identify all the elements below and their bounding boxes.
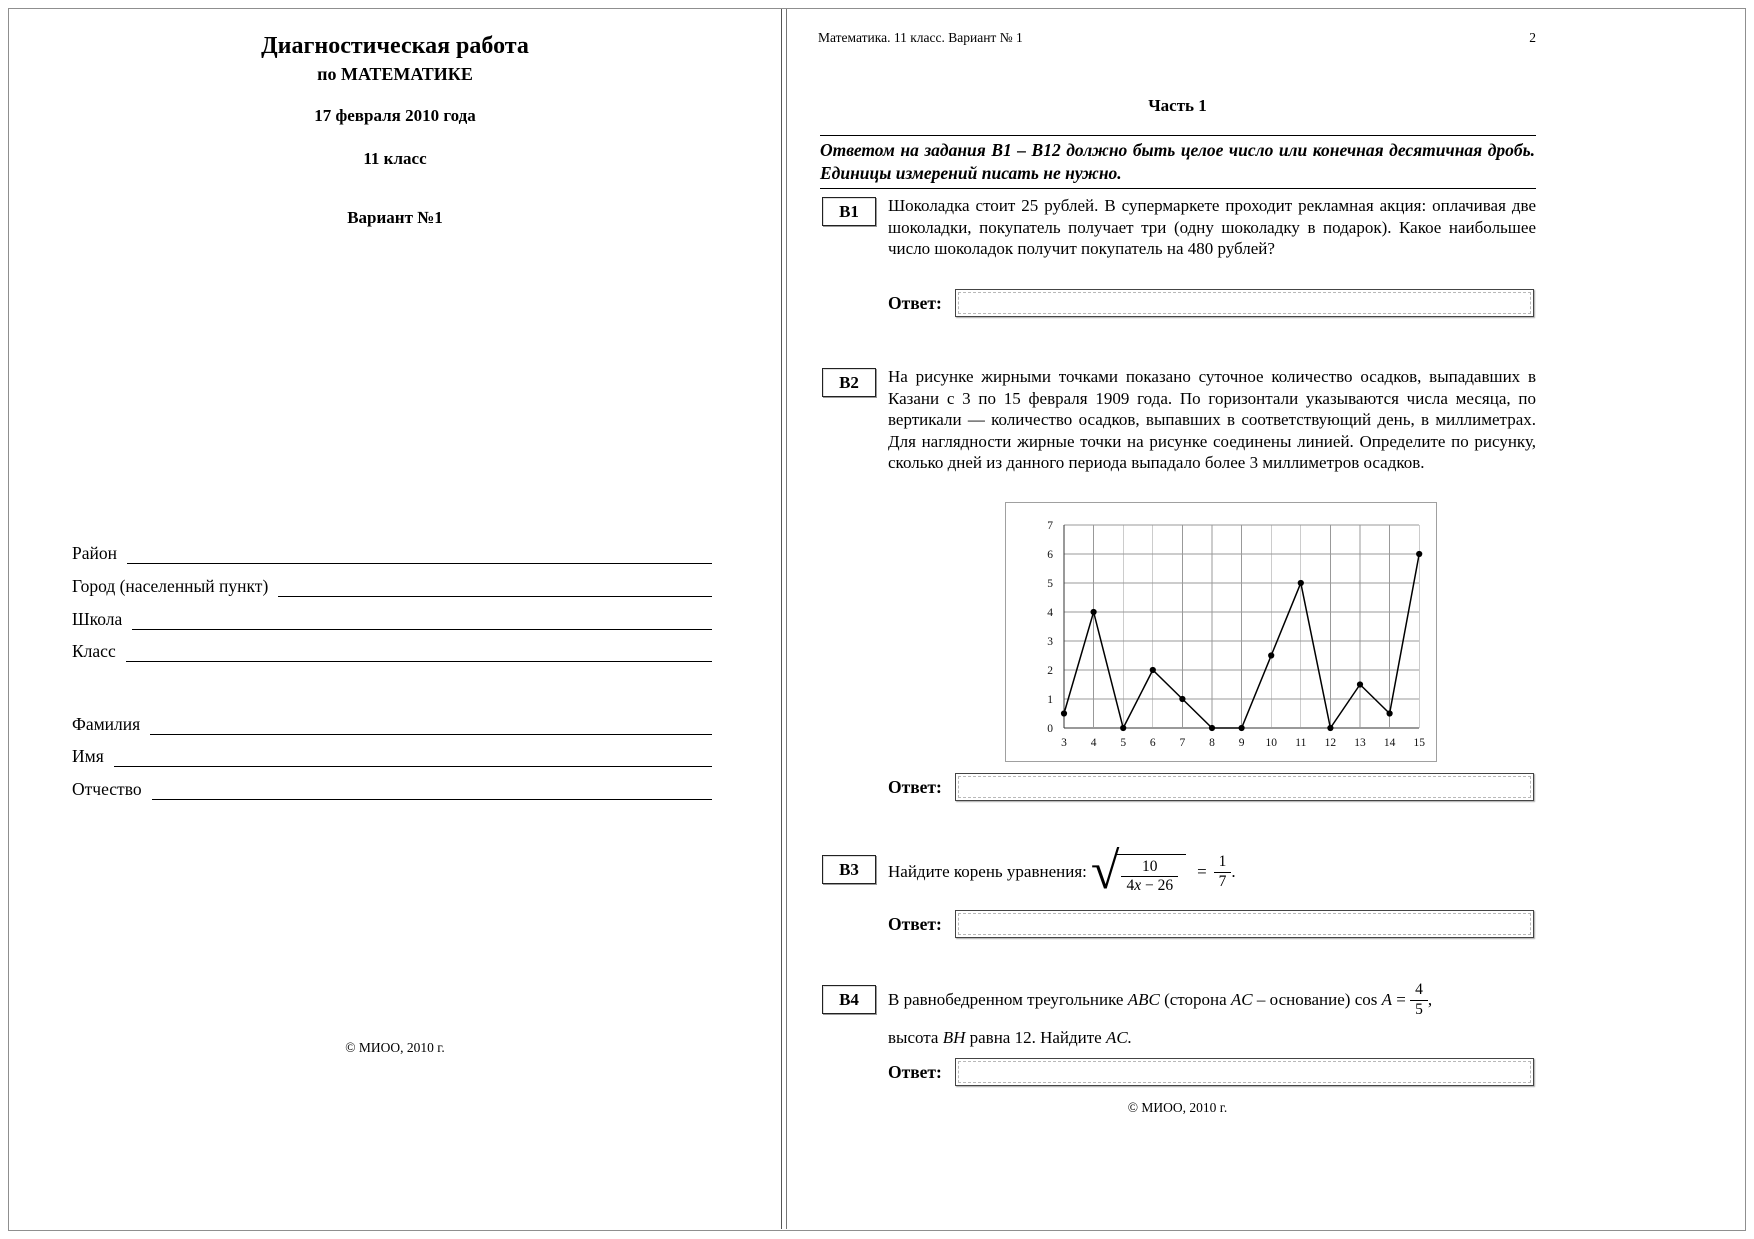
b2-precipitation-chart [1005, 502, 1437, 762]
svg-text:8: 8 [1209, 737, 1215, 749]
triangle-name: ABC [1127, 990, 1160, 1009]
problem-b3-equation [888, 842, 1236, 902]
answer-label-b3: Ответ: [888, 914, 942, 934]
problem-b2-text: На рисунке жирными точками показано суточное количество осадков, выпадавших в Казани с 3 по 15 февраля 1909 года. По горизонтали указываются числа месяца, по вертикали — количество осадков, выпавших в соответствующий день, в миллиметрах. Для наглядности жирные точки на рисунке соединены линией. Определите по рисунку, сколько дней из данного периода выпадало более 3 миллиметров осадков. [888, 367, 1536, 472]
field-row-district [72, 538, 712, 564]
part-title: Часть 1 [1148, 96, 1207, 115]
field-label-city: Город (населенный пункт) [72, 576, 269, 596]
field-label-name: Имя [72, 746, 104, 766]
field-input-line-name[interactable] [114, 744, 712, 767]
page-number: 2 [1529, 30, 1536, 45]
field-row-name [72, 741, 712, 767]
svg-text:3: 3 [1061, 737, 1067, 749]
field-row-school [72, 604, 712, 630]
field-input-line-school[interactable] [132, 607, 712, 630]
svg-text:6: 6 [1047, 549, 1053, 561]
problem-b1-label: В1 [822, 197, 876, 226]
problem-b3-label: В3 [822, 855, 876, 884]
field-input-line-patronymic[interactable] [152, 777, 712, 800]
instruction-text: Ответом на задания В1 – В12 должно быть целое число или конечная десятичная дробь. Единицы измерений писать не нужно. [820, 140, 1535, 183]
field-input-line-surname[interactable] [150, 712, 712, 735]
find-side-name: AC. [1105, 1028, 1132, 1047]
problem-b1-text: Шоколадка стоит 25 рублей. В супермаркете проходит рекламная акция: оплачивая две шоколадки, покупатель получает три (одну шоколадку в подарок). Какое наибольшее число шоколадок получит покупатель на 480 рублей? [888, 196, 1536, 258]
svg-text:14: 14 [1383, 737, 1396, 749]
svg-text:5: 5 [1120, 737, 1127, 749]
problem-b4-line1: В равнобедренном треугольнике ABC (сторона AC – основание) cos A = $\frac{4}{5}$ , [888, 980, 1433, 1018]
field-input-line-city[interactable] [278, 574, 712, 597]
svg-text:3: 3 [1047, 636, 1053, 648]
b4-cos-fraction: $\frac{4}{5}$ [1410, 981, 1428, 1019]
field-input-line-district[interactable] [127, 541, 712, 564]
field-row-city [72, 571, 712, 597]
right-page-footer: © МИОО, 2010 г. [1127, 1100, 1228, 1115]
side-name: AC [1230, 990, 1253, 1009]
b3-fraction-numerator: 10 [1142, 857, 1158, 875]
field-label-school: Школа [72, 609, 123, 629]
answer-box-b1[interactable] [955, 289, 1534, 317]
svg-text:7: 7 [1179, 737, 1186, 749]
field-row-class [72, 636, 712, 662]
cover-title: Диагностическая работа [261, 33, 529, 59]
svg-text:15: 15 [1413, 737, 1425, 749]
answer-box-b4[interactable] [955, 1058, 1534, 1086]
field-row-patronymic [72, 774, 712, 800]
period: . [1231, 862, 1236, 881]
field-label-district: Район [72, 543, 117, 563]
svg-text:2: 2 [1047, 665, 1053, 677]
cover-variant: Вариант №1 [347, 208, 443, 227]
svg-text:7: 7 [1047, 520, 1053, 532]
answer-box-b2[interactable] [955, 773, 1534, 801]
page-divider-line [781, 9, 782, 1229]
svg-text:10: 10 [1265, 737, 1277, 749]
horizontal-rule-bottom [820, 188, 1536, 189]
page-header: Математика. 11 класс. Вариант № 1 [818, 30, 1023, 45]
svg-text:5: 5 [1047, 578, 1053, 590]
answer-box-b3[interactable] [955, 910, 1534, 938]
svg-text:6: 6 [1149, 737, 1156, 749]
problem-b4-label: В4 [822, 985, 876, 1014]
cover-grade: 11 класс [363, 149, 427, 168]
answer-label-b2: Ответ: [888, 777, 942, 797]
answer-label-b1: Ответ: [888, 293, 942, 313]
field-label-surname: Фамилия [72, 714, 141, 734]
height-name: BH [942, 1028, 966, 1047]
problem-b4-line2: высота BH равна 12. Найдите AC. [888, 1028, 1132, 1047]
svg-text:12: 12 [1324, 737, 1337, 749]
b3-fraction-denominator: 4x − 26 [1121, 876, 1178, 896]
svg-text:4: 4 [1047, 607, 1053, 619]
answer-label-b4: Ответ: [888, 1062, 942, 1082]
b3-rhs-fraction: $\frac{1}{7}$ [1214, 853, 1232, 891]
field-row-surname [72, 709, 712, 735]
b3-intro-text: Найдите корень уравнения: [888, 862, 1087, 881]
equals-sign: = [1197, 862, 1207, 881]
horizontal-rule-top [820, 135, 1536, 136]
svg-text:1: 1 [1047, 694, 1053, 706]
svg-text:9: 9 [1238, 737, 1245, 749]
cover-date: 17 февраля 2010 года [314, 106, 476, 125]
line-chart [1006, 503, 1434, 759]
field-label-patronymic: Отчество [72, 779, 142, 799]
svg-text:0: 0 [1047, 723, 1053, 735]
svg-text:4: 4 [1090, 737, 1097, 749]
left-page-footer: © МИОО, 2010 г. [345, 1040, 445, 1055]
field-label-class: Класс [72, 641, 116, 661]
field-input-line-class[interactable] [126, 639, 712, 662]
radical-sign: √ [1090, 843, 1118, 901]
page-divider-line-2 [786, 9, 787, 1229]
problem-b2-label: В2 [822, 368, 876, 397]
square-root [1090, 843, 1186, 901]
svg-text:11: 11 [1295, 737, 1307, 749]
svg-text:13: 13 [1354, 737, 1366, 749]
cover-subtitle: по МАТЕМАТИКЕ [317, 64, 473, 84]
